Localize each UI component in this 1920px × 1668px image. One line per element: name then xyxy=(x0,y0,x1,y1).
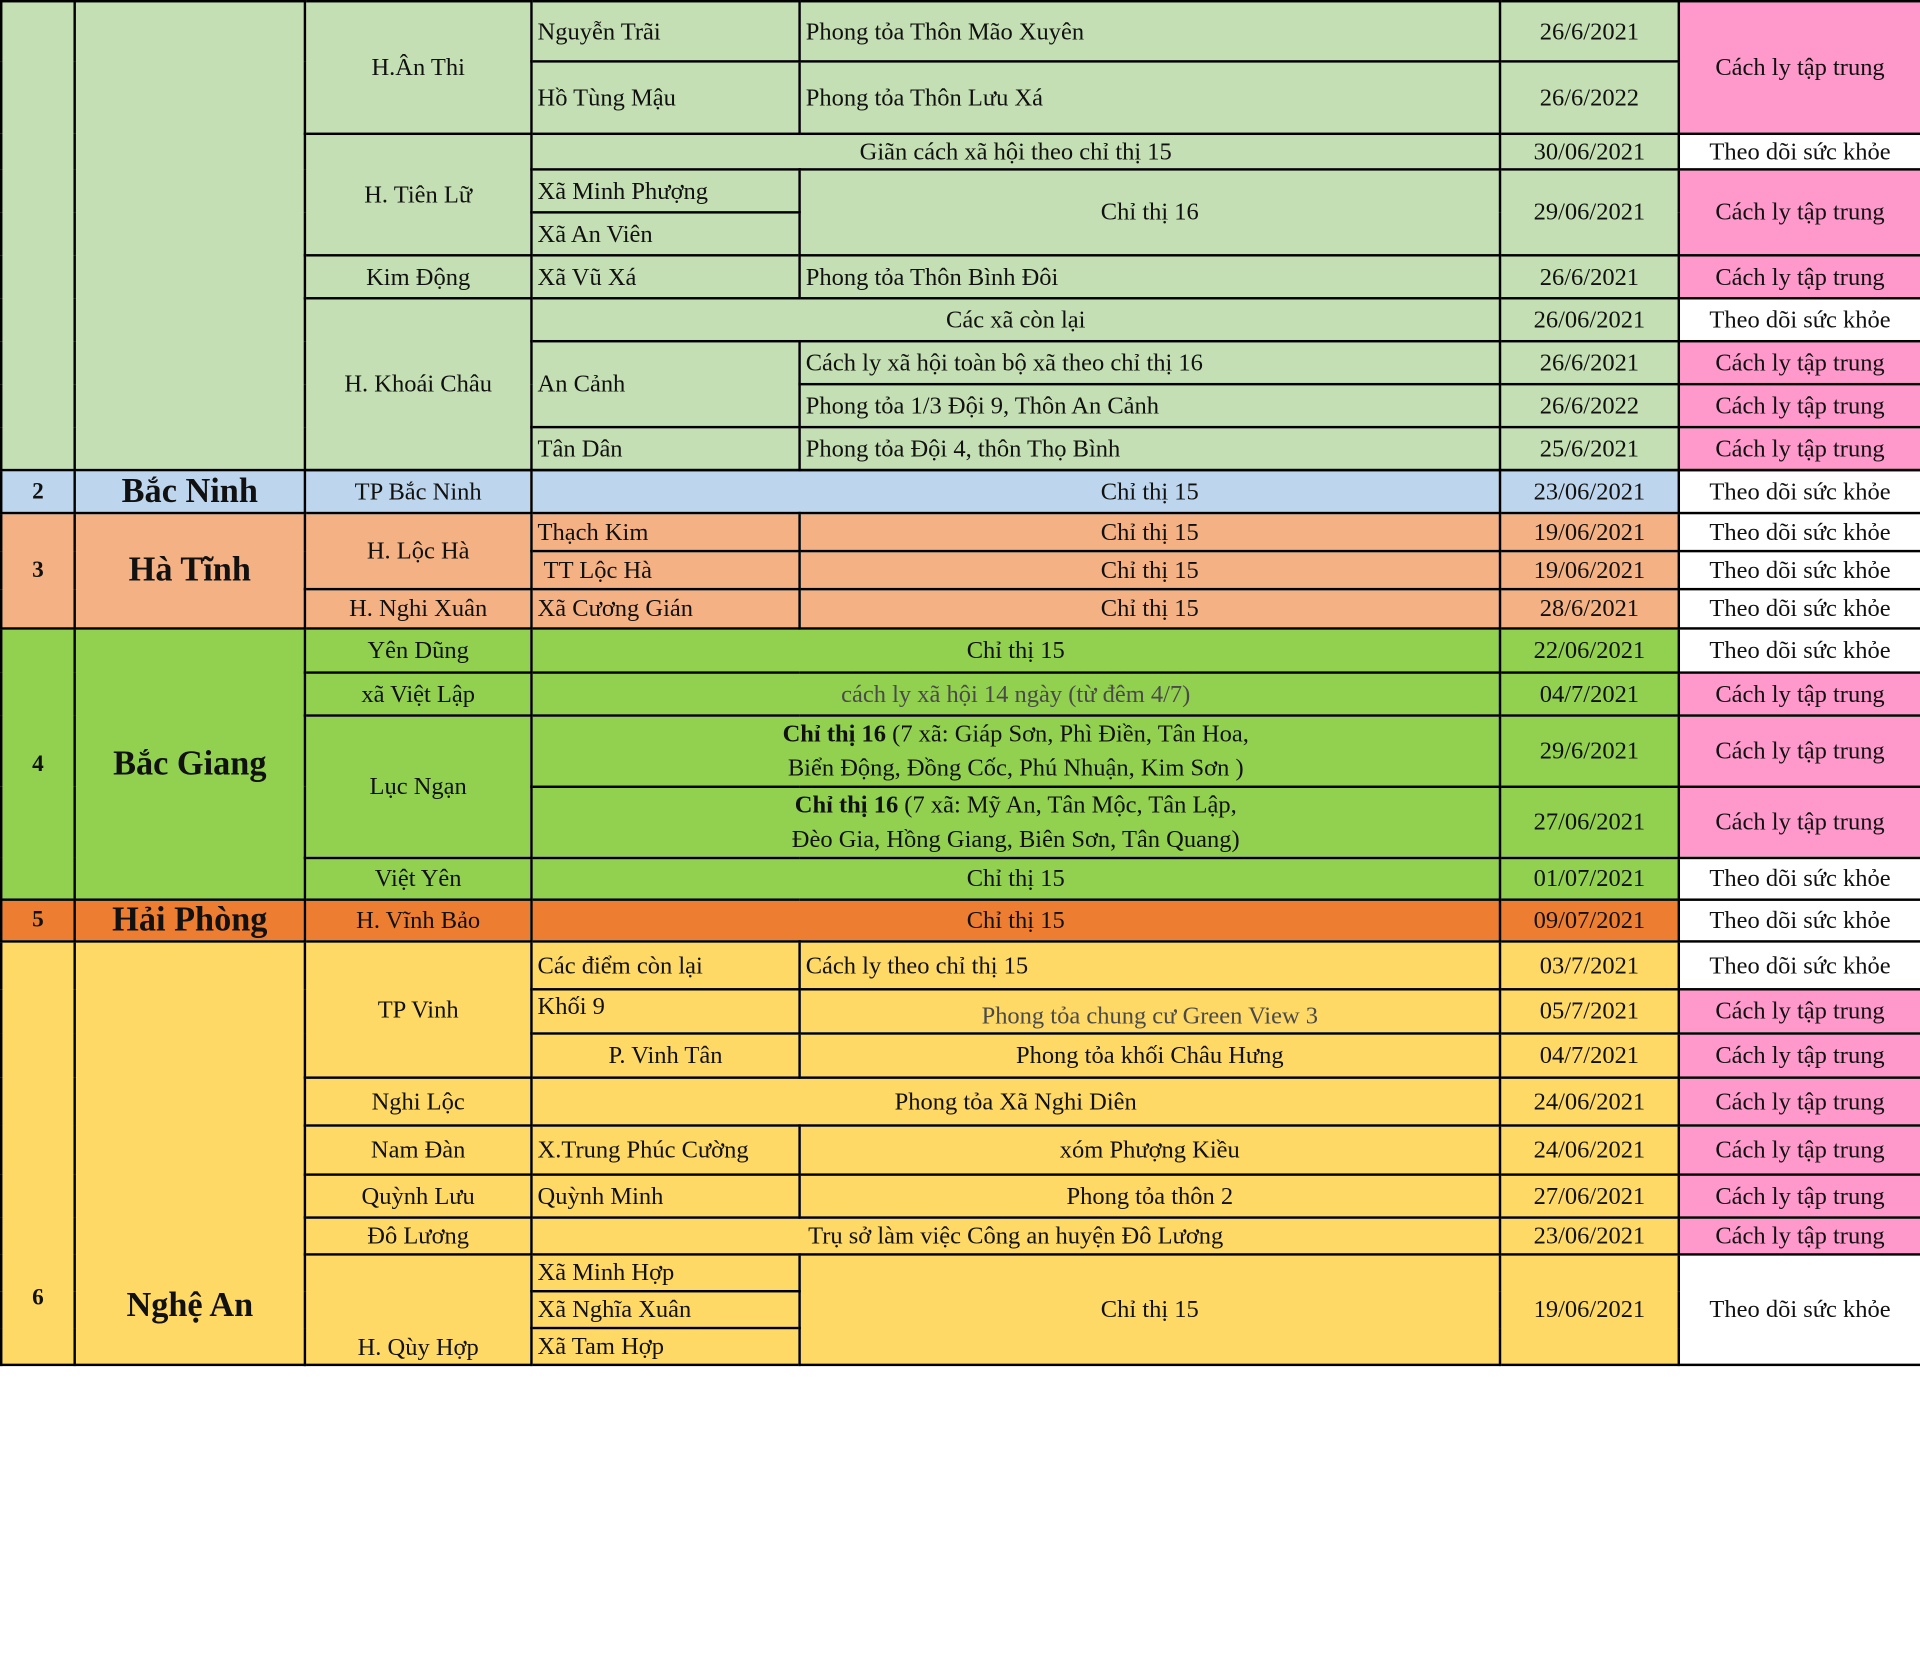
measure-cell: Phong tỏa thôn 2 xyxy=(800,1175,1500,1218)
status-cell: Cách ly tập trung xyxy=(1679,1078,1920,1126)
district-cell: TP Vinh xyxy=(305,941,532,1077)
status-cell: Theo dõi sức khỏe xyxy=(1679,470,1920,513)
row-number-cell: 3 xyxy=(1,513,74,628)
measure-cell: Phong tỏa chung cư Green View 3 xyxy=(800,989,1500,1033)
status-cell: Cách ly tập trung xyxy=(1679,341,1920,384)
status-cell: Cách ly tập trung xyxy=(1679,1126,1920,1175)
measure-cell: Cách ly theo chỉ thị 15 xyxy=(800,941,1500,989)
province-cell: Bắc Giang xyxy=(75,628,305,899)
province-cell: Hải Phòng xyxy=(75,900,305,942)
status-cell: Theo dõi sức khỏe xyxy=(1679,941,1920,989)
commune-cell: Xã Nghĩa Xuân xyxy=(531,1291,799,1328)
date-cell: 09/07/2021 xyxy=(1500,900,1679,942)
commune-cell: Khối 9 xyxy=(531,989,799,1033)
table-row xyxy=(1,513,1920,551)
commune-cell: Xã Vũ Xá xyxy=(531,255,799,298)
measure-cell xyxy=(531,716,1500,787)
status-cell: Cách ly tập trung xyxy=(1679,427,1920,470)
row-number-cell: 5 xyxy=(1,900,74,942)
table-row xyxy=(1,900,1920,942)
measure-cell: cách ly xã hội 14 ngày (từ đêm 4/7) xyxy=(531,673,1500,716)
measure-cell: Giãn cách xã hội theo chỉ thị 15 xyxy=(531,134,1500,170)
district-cell: H.Ân Thi xyxy=(305,1,532,134)
measure-cell: Phong tỏa Đội 4, thôn Thọ Bình xyxy=(800,427,1500,470)
commune-cell: Hồ Tùng Mậu xyxy=(531,61,799,133)
status-cell: Theo dõi sức khỏe xyxy=(1679,589,1920,628)
commune-cell xyxy=(531,551,799,589)
status-cell: Cách ly tập trung xyxy=(1679,716,1920,787)
directive-label: Chỉ thị 16 xyxy=(794,791,899,819)
measure-cell: Trụ sở làm việc Công an huyện Đô Lương xyxy=(531,1218,1500,1255)
date-cell: 26/6/2021 xyxy=(1500,255,1679,298)
district-cell: Quỳnh Lưu xyxy=(305,1175,532,1218)
measure-cell: Phong tỏa Thôn Bình Đôi xyxy=(800,255,1500,298)
measure-text: Chỉ thị 15 xyxy=(1100,478,1199,506)
district-cell: Kim Động xyxy=(305,255,532,298)
date-cell: 23/06/2021 xyxy=(1500,470,1679,513)
date-cell: 19/06/2021 xyxy=(1500,513,1679,551)
commune-cell: Tân Dân xyxy=(531,427,799,470)
commune-cell: Nguyễn Trãi xyxy=(531,1,799,61)
row-number-cell: 2 xyxy=(1,470,74,513)
date-cell: 25/6/2021 xyxy=(1500,427,1679,470)
district-cell: H. Tiên Lữ xyxy=(305,134,532,256)
measure-cell: xóm Phượng Kiều xyxy=(800,1126,1500,1175)
status-cell: Cách ly tập trung xyxy=(1679,1175,1920,1218)
status-cell: Theo dõi sức khỏe xyxy=(1679,551,1920,589)
status-cell: Theo dõi sức khỏe xyxy=(1679,298,1920,341)
date-cell: 27/06/2021 xyxy=(1500,1175,1679,1218)
commune-cell: Xã Minh Phượng xyxy=(531,169,799,212)
measure-line-1: (7 xã: Giáp Sơn, Phì Điền, Tân Hoa, xyxy=(886,720,1249,748)
measure-cell xyxy=(531,470,1500,513)
district-cell: xã Việt Lập xyxy=(305,673,532,716)
date-cell: 26/6/2021 xyxy=(1500,1,1679,61)
measure-cell: Chỉ thị 15 xyxy=(531,900,1500,942)
commune-cell: Xã Cương Gián xyxy=(531,589,799,628)
district-cell: Lục Ngạn xyxy=(305,716,532,858)
date-cell: 22/06/2021 xyxy=(1500,628,1679,672)
district-cell: H. Qùy Hợp xyxy=(305,1254,532,1364)
province-cell: Hà Tĩnh xyxy=(75,513,305,628)
status-cell: Cách ly tập trung xyxy=(1679,1218,1920,1255)
date-cell: 28/6/2021 xyxy=(1500,589,1679,628)
date-cell: 05/7/2021 xyxy=(1500,989,1679,1033)
commune-cell: P. Vinh Tân xyxy=(531,1033,799,1077)
date-cell: 24/06/2021 xyxy=(1500,1126,1679,1175)
status-cell: Cách ly tập trung xyxy=(1679,255,1920,298)
measure-line-2: Đèo Gia, Hồng Giang, Biên Sơn, Tân Quang) xyxy=(791,826,1240,854)
status-cell: Theo dõi sức khỏe xyxy=(1679,1254,1920,1364)
table-row xyxy=(1,628,1920,672)
date-cell: 30/06/2021 xyxy=(1500,134,1679,170)
measure-cell xyxy=(531,787,1500,858)
district-cell: Nam Đàn xyxy=(305,1126,532,1175)
row-number-cell: 6 xyxy=(1,941,74,1364)
commune-cell: X.Trung Phúc Cường xyxy=(531,1126,799,1175)
district-cell: TP Bắc Ninh xyxy=(305,470,532,513)
district-cell: Đô Lương xyxy=(305,1218,532,1255)
commune-cell: Thạch Kim xyxy=(531,513,799,551)
date-cell: 04/7/2021 xyxy=(1500,673,1679,716)
district-cell: H. Vĩnh Bảo xyxy=(305,900,532,942)
table-row xyxy=(1,941,1920,989)
date-cell: 03/7/2021 xyxy=(1500,941,1679,989)
date-cell: 29/6/2021 xyxy=(1500,716,1679,787)
status-cell: Cách ly tập trung xyxy=(1679,169,1920,255)
status-cell: Cách ly tập trung xyxy=(1679,1,1920,134)
district-cell: H. Lộc Hà xyxy=(305,513,532,589)
district-cell: H. Nghi Xuân xyxy=(305,589,532,628)
directive-label: Chỉ thị 16 xyxy=(782,720,887,748)
date-cell: 01/07/2021 xyxy=(1500,858,1679,900)
measure-cell: Phong tỏa Thôn Mão Xuyên xyxy=(800,1,1500,61)
measure-line-2: Biển Động, Đồng Cốc, Phú Nhuận, Kim Sơn ) xyxy=(787,754,1244,782)
status-cell: Cách ly tập trung xyxy=(1679,1033,1920,1077)
date-cell: 27/06/2021 xyxy=(1500,787,1679,858)
status-cell: Theo dõi sức khỏe xyxy=(1679,858,1920,900)
table-row xyxy=(1,470,1920,513)
measure-cell: Các xã còn lại xyxy=(531,298,1500,341)
province-cell: Bắc Ninh xyxy=(75,470,305,513)
status-cell: Cách ly tập trung xyxy=(1679,673,1920,716)
commune-cell: Xã Minh Hợp xyxy=(531,1254,799,1291)
measure-cell: Chỉ thị 15 xyxy=(531,628,1500,672)
status-cell: Theo dõi sức khỏe xyxy=(1679,900,1920,942)
date-cell: 26/6/2022 xyxy=(1500,61,1679,133)
date-cell: 24/06/2021 xyxy=(1500,1078,1679,1126)
row-number-cell xyxy=(1,1,74,470)
district-cell: H. Khoái Châu xyxy=(305,298,532,470)
measure-cell: Chỉ thị 15 xyxy=(800,551,1500,589)
province-cell: Nghệ An xyxy=(75,941,305,1364)
commune-cell: An Cảnh xyxy=(531,341,799,427)
district-cell: Yên Dũng xyxy=(305,628,532,672)
commune-cell: Quỳnh Minh xyxy=(531,1175,799,1218)
district-cell: Nghi Lộc xyxy=(305,1078,532,1126)
measure-cell: Phong tỏa Thôn Lưu Xá xyxy=(800,61,1500,133)
measure-cell: Chỉ thị 16 xyxy=(800,169,1500,255)
measure-cell: Phong tỏa Xã Nghi Diên xyxy=(531,1078,1500,1126)
commune-cell: Xã An Viên xyxy=(531,212,799,255)
measure-cell: Chỉ thị 15 xyxy=(531,858,1500,900)
date-cell: 04/7/2021 xyxy=(1500,1033,1679,1077)
status-cell: Cách ly tập trung xyxy=(1679,989,1920,1033)
date-cell: 26/6/2021 xyxy=(1500,341,1679,384)
status-cell: Theo dõi sức khỏe xyxy=(1679,134,1920,170)
commune-text: TT Lộc Hà xyxy=(543,556,653,584)
date-cell: 19/06/2021 xyxy=(1500,1254,1679,1364)
date-cell: 26/6/2022 xyxy=(1500,384,1679,427)
status-cell: Theo dõi sức khỏe xyxy=(1679,513,1920,551)
measure-line-1: (7 xã: Mỹ An, Tân Mộc, Tân Lập, xyxy=(898,791,1237,819)
measure-cell: Chỉ thị 15 xyxy=(800,589,1500,628)
date-cell: 23/06/2021 xyxy=(1500,1218,1679,1255)
province-cell xyxy=(75,1,305,470)
measure-cell: Chỉ thị 15 xyxy=(800,1254,1500,1364)
status-cell: Cách ly tập trung xyxy=(1679,787,1920,858)
measure-cell: Phong tỏa khối Châu Hưng xyxy=(800,1033,1500,1077)
date-cell: 26/06/2021 xyxy=(1500,298,1679,341)
measure-cell: Phong tỏa 1/3 Đội 9, Thôn An Cảnh xyxy=(800,384,1500,427)
measure-cell: Chỉ thị 15 xyxy=(800,513,1500,551)
date-cell: 29/06/2021 xyxy=(1500,169,1679,255)
row-number-cell: 4 xyxy=(1,628,74,899)
table-row xyxy=(1,1,1920,61)
measure-cell: Cách ly xã hội toàn bộ xã theo chỉ thị 16 xyxy=(800,341,1500,384)
commune-cell: Các điểm còn lại xyxy=(531,941,799,989)
status-cell: Cách ly tập trung xyxy=(1679,384,1920,427)
status-cell: Theo dõi sức khỏe xyxy=(1679,628,1920,672)
district-cell: Việt Yên xyxy=(305,858,532,900)
date-cell: 19/06/2021 xyxy=(1500,551,1679,589)
commune-cell: Xã Tam Hợp xyxy=(531,1328,799,1365)
